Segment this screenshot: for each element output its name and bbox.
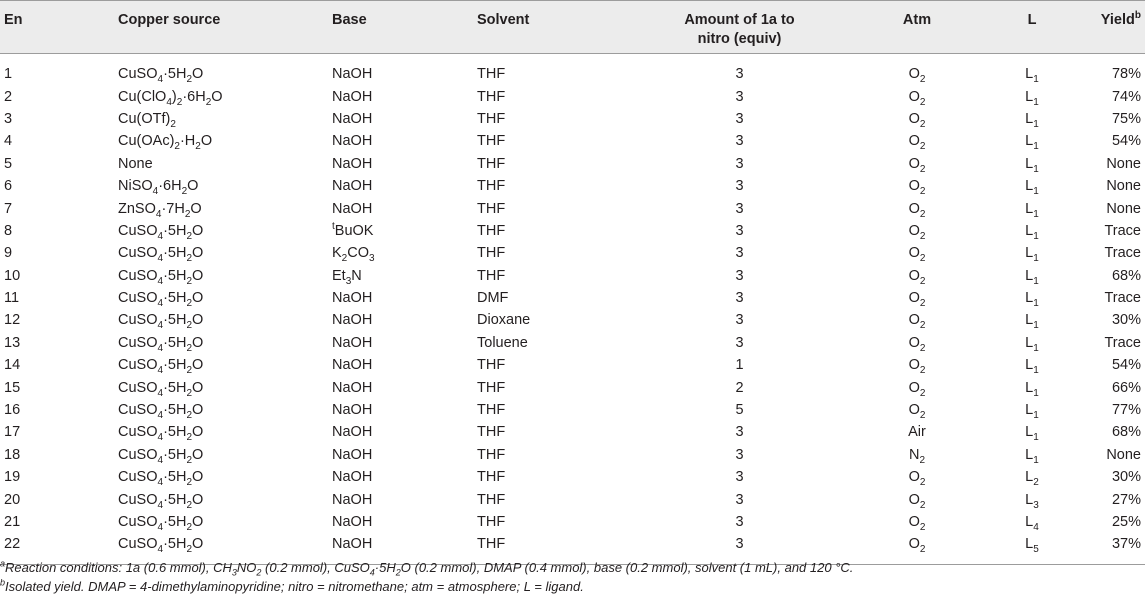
cell-solvent: THF — [477, 133, 506, 150]
cell-amount: 3 — [735, 514, 744, 530]
header-amount-line1: Amount of 1a to — [684, 12, 795, 28]
cell-ligand: $L_1$ — [1025, 222, 1039, 242]
cell-amount: 3 — [735, 88, 744, 105]
cell-base: NaOH — [332, 178, 373, 195]
table-row — [0, 242, 1145, 264]
cell-entry: 15 — [4, 379, 21, 396]
cell-amount: 3 — [735, 200, 744, 217]
cell-yield: Trace — [1104, 290, 1141, 307]
cell-copper-source: $CuSO_4\cdot 5H_2O$ — [118, 357, 204, 377]
cell-copper-source: $Cu(OTf)_2$ — [118, 110, 176, 130]
header-entry: En — [4, 12, 23, 28]
cell-atmosphere: $N_2$ — [908, 446, 926, 466]
table-header-row — [0, 1, 1145, 54]
table-row — [0, 153, 1145, 175]
cell-amount: 3 — [735, 424, 744, 441]
cell-ligand: $L_1$ — [1025, 245, 1039, 265]
cell-ligand: $L_1$ — [1025, 424, 1039, 444]
cell-atmosphere: $O_2$ — [908, 402, 926, 421]
cell-yield: 68% — [1111, 267, 1141, 284]
cell-yield: 37% — [1111, 536, 1141, 553]
cell-entry: 14 — [4, 357, 21, 374]
table-row — [0, 309, 1145, 331]
table-row — [0, 421, 1145, 443]
cell-entry: 11 — [4, 290, 20, 307]
cell-atmosphere: $O_2$ — [908, 155, 926, 175]
header-yield — [1082, 1, 1145, 54]
cell-copper-source: $Cu(OAc)_2\cdot H_2O$ — [118, 133, 213, 153]
cell-solvent: THF — [477, 245, 506, 262]
table-row — [0, 175, 1145, 197]
cell-solvent: Toluene — [477, 334, 528, 351]
cell-solvent: THF — [477, 379, 506, 396]
cell-base: $K_2CO_3$ — [332, 245, 375, 265]
cell-yield: 30% — [1111, 312, 1141, 329]
cell-amount: 3 — [735, 469, 744, 486]
table-row — [0, 287, 1145, 309]
cell-base: NaOH — [332, 357, 373, 374]
table-row — [0, 85, 1145, 107]
cell-base: NaOH — [332, 312, 373, 329]
table-row — [0, 488, 1145, 510]
cell-atmosphere: $O_2$ — [908, 200, 926, 220]
cell-entry: 18 — [4, 446, 21, 463]
cell-solvent: DMF — [477, 290, 509, 307]
cell-entry: 19 — [4, 469, 21, 486]
cell-amount: 3 — [735, 222, 744, 239]
cell-entry: 8 — [4, 222, 13, 239]
cell-ligand: $L_1$ — [1025, 312, 1039, 332]
table-body — [0, 63, 1145, 564]
cell-copper-source: $CuSO_4\cdot 5H_2O$ — [118, 379, 204, 399]
cell-ligand: $L_1$ — [1025, 155, 1039, 175]
cell-solvent: THF — [477, 200, 506, 217]
cell-base: NaOH — [332, 424, 373, 441]
cell-yield: 77% — [1111, 402, 1141, 419]
cell-solvent: THF — [477, 178, 506, 195]
cell-copper-source: $CuSO_4\cdot 5H_2O$ — [118, 491, 204, 511]
cell-base: NaOH — [332, 469, 373, 486]
cell-copper-source: $Cu(ClO_4)_2\cdot 6H_2O$ — [118, 88, 223, 108]
cell-entry: 12 — [4, 312, 21, 329]
cell-copper-source: $CuSO_4\cdot 5H_2O$ — [118, 402, 204, 421]
cell-atmosphere: $O_2$ — [908, 267, 926, 287]
cell-yield: 74% — [1111, 88, 1141, 105]
cell-ligand: $L_1$ — [1025, 110, 1039, 130]
cell-amount: 3 — [735, 290, 744, 307]
cell-ligand: $L_1$ — [1025, 133, 1039, 153]
cell-yield: Trace — [1104, 222, 1141, 239]
header-yield-label: Yield — [1100, 12, 1135, 28]
footnote-b — [0, 579, 584, 594]
cell-entry: 5 — [4, 155, 13, 172]
cell-entry: 22 — [4, 536, 21, 553]
cell-atmosphere: $O_2$ — [908, 178, 926, 198]
cell-solvent: THF — [477, 222, 506, 239]
table-row — [0, 220, 1145, 242]
cell-entry: 20 — [4, 491, 21, 508]
cell-yield: None — [1106, 446, 1141, 463]
cell-base: NaOH — [332, 334, 373, 351]
cell-base: NaOH — [332, 536, 373, 553]
cell-atmosphere: $O_2$ — [908, 514, 926, 533]
cell-solvent: THF — [477, 155, 506, 172]
cell-amount: 3 — [735, 66, 744, 83]
header-base: Base — [332, 12, 367, 28]
header-amount — [627, 1, 852, 54]
cell-entry: 21 — [4, 514, 21, 530]
cell-amount: 3 — [735, 110, 744, 127]
cell-ligand: $L_1$ — [1025, 66, 1039, 86]
cell-solvent: THF — [477, 110, 506, 127]
cell-yield: None — [1106, 200, 1141, 217]
cell-atmosphere: $O_2$ — [908, 245, 926, 265]
cell-copper-source: $CuSO_4\cdot 5H_2O$ — [118, 290, 204, 309]
cell-ligand: $L_1$ — [1025, 290, 1039, 309]
table-row — [0, 466, 1145, 488]
cell-copper-source: $NiSO_4\cdot 6H_2O$ — [118, 178, 199, 198]
cell-base: NaOH — [332, 290, 373, 307]
table-row — [0, 399, 1145, 421]
cell-amount: 3 — [735, 491, 744, 508]
cell-copper-source: $CuSO_4\cdot 5H_2O$ — [118, 312, 204, 332]
cell-copper-source: None — [118, 155, 153, 172]
cell-amount: 3 — [735, 312, 744, 329]
cell-atmosphere: $O_2$ — [908, 290, 926, 309]
cell-solvent: THF — [477, 536, 506, 553]
cell-copper-source: $ZnSO_4\cdot 7H_2O$ — [118, 200, 202, 220]
cell-ligand: $L_1$ — [1025, 178, 1039, 198]
cell-solvent: THF — [477, 267, 506, 284]
cell-ligand: $L_1$ — [1025, 334, 1039, 354]
cell-atmosphere: $O_2$ — [908, 536, 926, 556]
cell-yield: 78% — [1111, 66, 1141, 83]
cell-atmosphere: $O_2$ — [908, 491, 926, 511]
cell-copper-source: $CuSO_4\cdot 5H_2O$ — [118, 66, 204, 86]
cell-atmosphere: $O_2$ — [908, 133, 926, 153]
cell-ligand: $L_5$ — [1025, 536, 1039, 556]
table-row — [0, 354, 1145, 376]
cell-yield: None — [1106, 155, 1141, 172]
cell-yield: 75% — [1111, 110, 1141, 127]
cell-atmosphere: $O_2$ — [908, 312, 926, 332]
cell-copper-source: $CuSO_4\cdot 5H_2O$ — [118, 536, 204, 556]
cell-entry: 9 — [4, 245, 13, 262]
cell-yield: None — [1106, 178, 1141, 195]
cell-yield: 66% — [1111, 379, 1141, 396]
cell-amount: 3 — [735, 155, 744, 172]
cell-ligand: $L_3$ — [1025, 491, 1039, 511]
cell-solvent: THF — [477, 514, 506, 530]
cell-entry: 10 — [4, 267, 21, 284]
cell-atmosphere: $O_2$ — [908, 88, 926, 108]
cell-copper-source: $CuSO_4\cdot 5H_2O$ — [118, 222, 204, 242]
cell-copper-source: $CuSO_4\cdot 5H_2O$ — [118, 245, 204, 265]
table-row — [0, 376, 1145, 398]
table-row — [0, 63, 1145, 85]
header-atmosphere: Atm — [902, 12, 932, 28]
cell-yield: Trace — [1104, 334, 1141, 351]
cell-atmosphere: $O_2$ — [908, 379, 926, 399]
header-ligand: L — [1027, 12, 1037, 28]
cell-ligand: $L_1$ — [1025, 88, 1039, 108]
cell-ligand: $L_4$ — [1025, 514, 1039, 533]
cell-atmosphere: $O_2$ — [908, 222, 926, 242]
table-row — [0, 511, 1145, 533]
cell-base: NaOH — [332, 379, 373, 396]
cell-atmosphere: $O_2$ — [908, 66, 926, 86]
cell-ligand: $L_1$ — [1025, 357, 1039, 377]
footnote-b-mark: b — [0, 577, 6, 588]
cell-base: $Et_3N$ — [332, 267, 362, 287]
cell-base: NaOH — [332, 514, 373, 530]
table-row — [0, 444, 1145, 466]
table-row — [0, 130, 1145, 152]
cell-entry: 16 — [4, 402, 21, 419]
table-row — [0, 108, 1145, 130]
cell-entry: 4 — [4, 133, 13, 150]
cell-base: NaOH — [332, 402, 373, 419]
cell-solvent: THF — [477, 402, 506, 419]
cell-copper-source: $CuSO_4\cdot 5H_2O$ — [118, 446, 204, 466]
header-yield-footnote-mark: b — [1134, 10, 1141, 22]
cell-atmosphere: Air — [908, 424, 926, 441]
cell-amount: 2 — [735, 379, 744, 396]
cell-copper-source: $CuSO_4\cdot 5H_2O$ — [118, 334, 204, 354]
cell-amount: 3 — [735, 267, 744, 284]
cell-entry: 3 — [4, 110, 13, 127]
cell-solvent: THF — [477, 357, 506, 374]
header-amount-line2: nitro (equiv) — [697, 31, 782, 47]
cell-amount: 3 — [735, 178, 744, 195]
cell-yield: 27% — [1111, 491, 1141, 508]
cell-entry: 7 — [4, 200, 13, 217]
cell-solvent: THF — [477, 66, 506, 83]
cell-base: NaOH — [332, 200, 373, 217]
cell-base: NaOH — [332, 66, 373, 83]
cell-copper-source: $CuSO_4\cdot 5H_2O$ — [118, 267, 204, 287]
cell-entry: 13 — [4, 334, 21, 351]
cell-ligand: $L_1$ — [1025, 402, 1039, 421]
cell-base: $^t$BuOK — [332, 221, 374, 239]
cell-base: NaOH — [332, 110, 373, 127]
cell-solvent: THF — [477, 491, 506, 508]
footnote-a-text: Reaction conditions: 1a (0.6 mmol), $CH_3NO_2$ (0.2 mmol), $CuSO_4\cdot 5H_2O$ (0.2 mmol), DMAP (0.4 mmol), base (0.2 mmol), solvent (1 mL), and 120 °C. — [5, 560, 854, 578]
cell-ligand: $L_1$ — [1025, 446, 1039, 466]
cell-amount: 3 — [735, 133, 744, 150]
cell-atmosphere: $O_2$ — [908, 110, 926, 130]
cell-copper-source: $CuSO_4\cdot 5H_2O$ — [118, 424, 204, 444]
cell-ligand: $L_1$ — [1025, 267, 1039, 287]
cell-base: NaOH — [332, 491, 373, 508]
cell-atmosphere: $O_2$ — [908, 469, 926, 489]
cell-base: NaOH — [332, 133, 373, 150]
cell-solvent: THF — [477, 469, 506, 486]
cell-amount: 5 — [735, 402, 744, 419]
cell-entry: 6 — [4, 178, 13, 195]
table-row — [0, 265, 1145, 287]
footnote-b-text: Isolated yield. DMAP = 4-dimethylaminopyridine; nitro = nitromethane; atm = atmosphere; L = ligand. — [5, 579, 584, 594]
cell-ligand: $L_1$ — [1025, 379, 1039, 399]
cell-amount: 3 — [735, 536, 744, 553]
cell-amount: 1 — [735, 357, 744, 374]
cell-copper-source: $CuSO_4\cdot 5H_2O$ — [118, 469, 204, 489]
cell-ligand: $L_1$ — [1025, 200, 1039, 220]
footnote-a-mark: a — [0, 558, 6, 569]
cell-solvent: Dioxane — [477, 312, 531, 329]
cell-yield: 30% — [1111, 469, 1141, 486]
cell-atmosphere: $O_2$ — [908, 334, 926, 354]
header-copper-source: Copper source — [118, 12, 221, 28]
table-row — [0, 332, 1145, 354]
cell-base: NaOH — [332, 155, 373, 172]
cell-atmosphere: $O_2$ — [908, 357, 926, 377]
cell-amount: 3 — [735, 446, 744, 463]
cell-yield: Trace — [1104, 245, 1141, 262]
cell-copper-source: $CuSO_4\cdot 5H_2O$ — [118, 514, 204, 533]
cell-base: NaOH — [332, 88, 373, 105]
footnote-a — [0, 558, 854, 578]
header-solvent: Solvent — [477, 12, 530, 28]
cell-yield: 68% — [1111, 424, 1141, 441]
cell-solvent: THF — [477, 88, 506, 105]
cell-yield: 54% — [1111, 133, 1141, 150]
cell-entry: 2 — [4, 88, 13, 105]
cell-ligand: $L_2$ — [1025, 469, 1039, 489]
cell-yield: 25% — [1111, 514, 1141, 530]
table-row — [0, 197, 1145, 219]
cell-yield: 54% — [1111, 357, 1141, 374]
cell-amount: 3 — [735, 245, 744, 262]
cell-solvent: THF — [477, 424, 506, 441]
cell-amount: 3 — [735, 334, 744, 351]
cell-base: NaOH — [332, 446, 373, 463]
cell-entry: 17 — [4, 424, 21, 441]
cell-solvent: THF — [477, 446, 506, 463]
cell-entry: 1 — [4, 66, 13, 83]
